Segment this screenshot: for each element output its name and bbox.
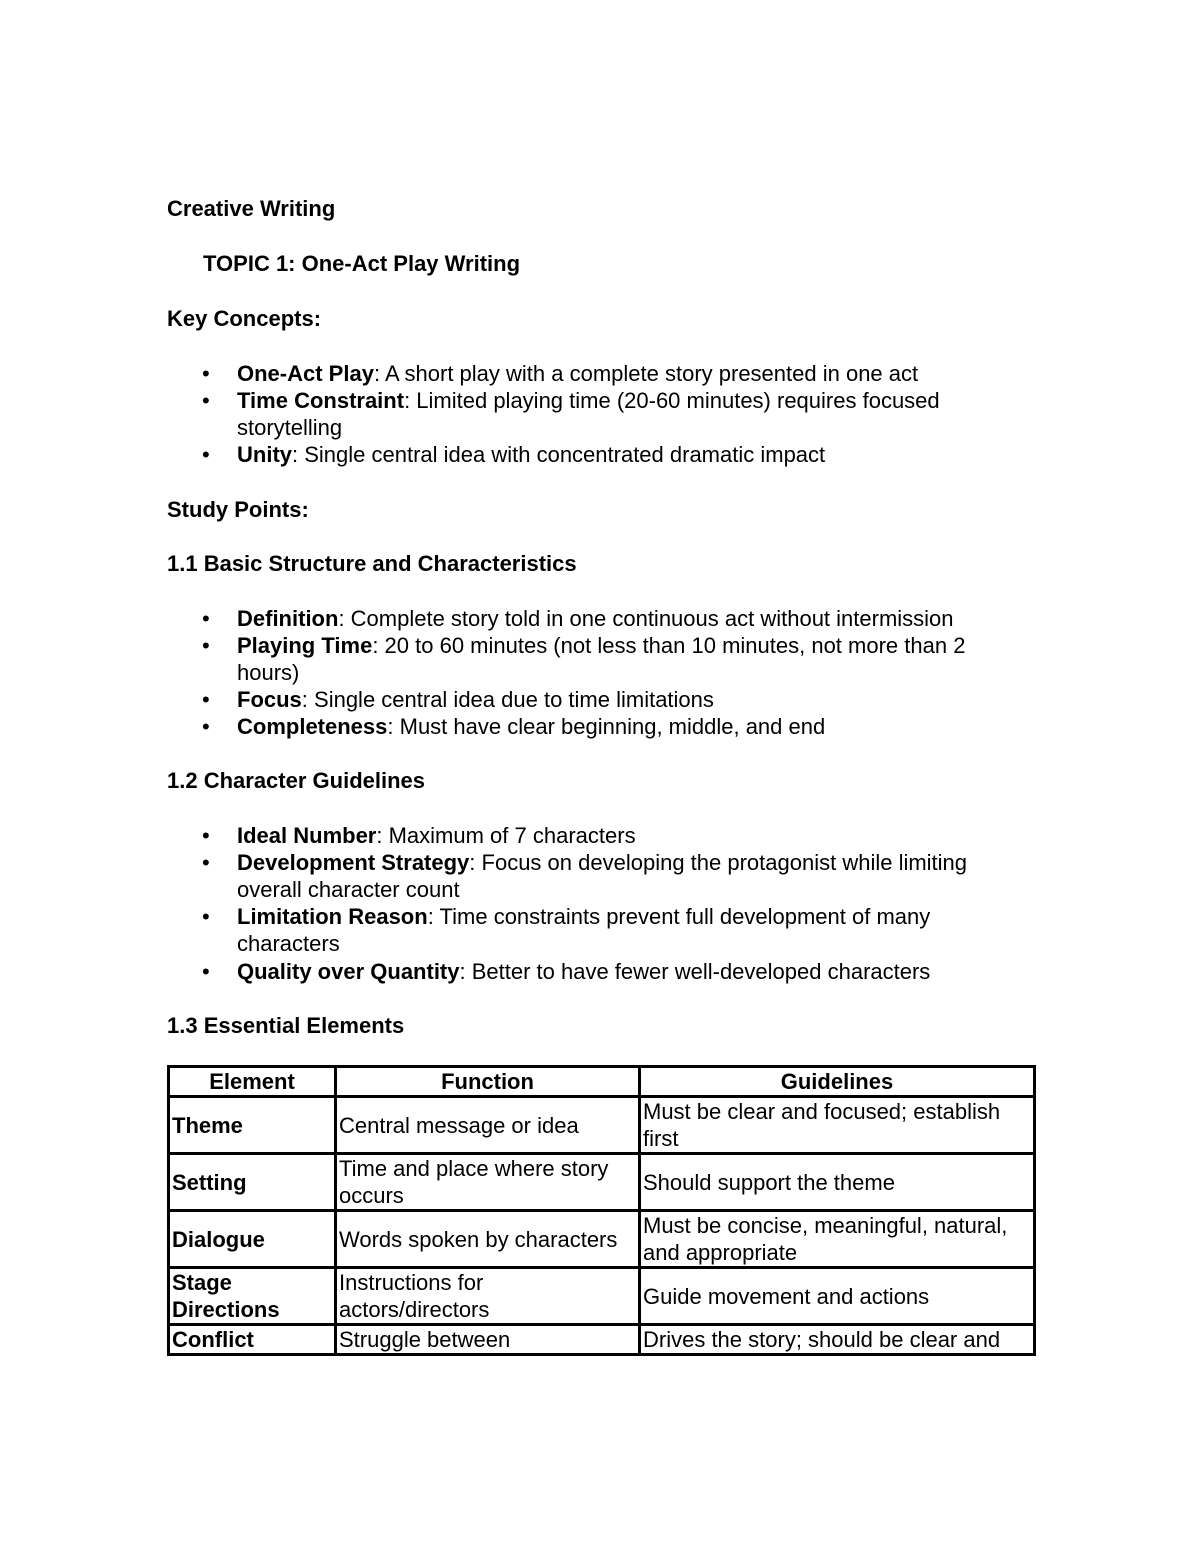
document-title: Creative Writing: [167, 196, 336, 221]
term-label: One-Act Play: [237, 361, 374, 386]
term-description: : 20 to 60 minutes (not less than 10 minutes, not more than 2 hours): [237, 633, 966, 685]
bullet-icon: •: [202, 714, 210, 739]
term-description: : A short play with a complete story presented in one act: [373, 361, 919, 386]
term-description: : Time constraints prevent full development of many characters: [237, 904, 931, 956]
section-heading-1-2: 1.2 Character Guidelines: [167, 768, 425, 793]
term-label: Playing Time: [237, 633, 373, 658]
section-heading-1-3: 1.3 Essential Elements: [167, 1013, 405, 1038]
term-description: : Better to have fewer well-developed characters: [459, 959, 931, 984]
section-heading-1-1: 1.1 Basic Structure and Characteristics: [167, 551, 577, 576]
function-cell: Instructions for actors/directors: [336, 1268, 640, 1325]
guidelines-cell: Drives the story; should be clear and: [640, 1325, 1035, 1355]
term-label: Time Constraint: [237, 388, 405, 413]
term-label: Unity: [237, 442, 292, 467]
column-header-function: Function: [336, 1067, 640, 1097]
table-row: [169, 1268, 1035, 1325]
function-cell: Time and place where story occurs: [336, 1154, 640, 1211]
function-cell: Words spoken by characters: [336, 1211, 640, 1268]
table-row: [169, 1325, 1035, 1355]
table-header-row: [169, 1067, 1035, 1097]
bullet-icon: •: [202, 633, 210, 658]
table-row: [169, 1211, 1035, 1268]
term-description: : Focus on developing the protagonist while limiting overall character count: [237, 850, 968, 902]
table-row: [169, 1154, 1035, 1211]
term-label: Development Strategy: [237, 850, 470, 875]
bullet-icon: •: [202, 687, 210, 712]
term-description: : Maximum of 7 characters: [376, 823, 636, 848]
function-cell: Central message or idea: [336, 1097, 640, 1154]
element-cell: Dialogue: [169, 1211, 336, 1268]
bullet-icon: •: [202, 388, 210, 413]
term-description: : Limited playing time (20-60 minutes) requires focused storytelling: [237, 388, 940, 440]
term-label: Ideal Number: [237, 823, 377, 848]
bullet-icon: •: [202, 904, 210, 929]
topic-heading: TOPIC 1: One-Act Play Writing: [203, 251, 521, 276]
term-description: : Complete story told in one continuous act without intermission: [338, 606, 954, 631]
term-label: Focus: [237, 687, 302, 712]
bullet-icon: •: [202, 959, 210, 984]
term-label: Completeness: [237, 714, 388, 739]
element-cell: Conflict: [169, 1325, 336, 1355]
bullet-icon: •: [202, 850, 210, 875]
guidelines-cell: Must be concise, meaningful, natural, and appropriate: [640, 1211, 1035, 1268]
term-description: : Single central idea with concentrated dramatic impact: [292, 442, 826, 467]
function-cell: Struggle between: [336, 1325, 640, 1355]
element-cell: Theme: [169, 1097, 336, 1154]
bullet-icon: •: [202, 606, 210, 631]
key-concepts-heading: Key Concepts:: [167, 306, 322, 331]
column-header-guidelines: Guidelines: [640, 1067, 1035, 1097]
study-points-heading: Study Points:: [167, 497, 309, 522]
guidelines-cell: Must be clear and focused; establish first: [640, 1097, 1035, 1154]
essential-elements-table: [167, 1065, 1036, 1356]
element-cell: Setting: [169, 1154, 336, 1211]
bullet-icon: •: [202, 361, 210, 386]
bullet-icon: •: [202, 442, 210, 467]
table-row: [169, 1097, 1035, 1154]
guidelines-cell: Should support the theme: [640, 1154, 1035, 1211]
element-cell: Stage Directions: [169, 1268, 336, 1325]
term-description: : Single central idea due to time limitations: [301, 687, 714, 712]
term-label: Definition: [237, 606, 339, 631]
term-description: : Must have clear beginning, middle, and end: [387, 714, 826, 739]
term-label: Quality over Quantity: [237, 959, 460, 984]
guidelines-cell: Guide movement and actions: [640, 1268, 1035, 1325]
bullet-icon: •: [202, 823, 210, 848]
term-label: Limitation Reason: [237, 904, 428, 929]
column-header-element: Element: [169, 1067, 336, 1097]
